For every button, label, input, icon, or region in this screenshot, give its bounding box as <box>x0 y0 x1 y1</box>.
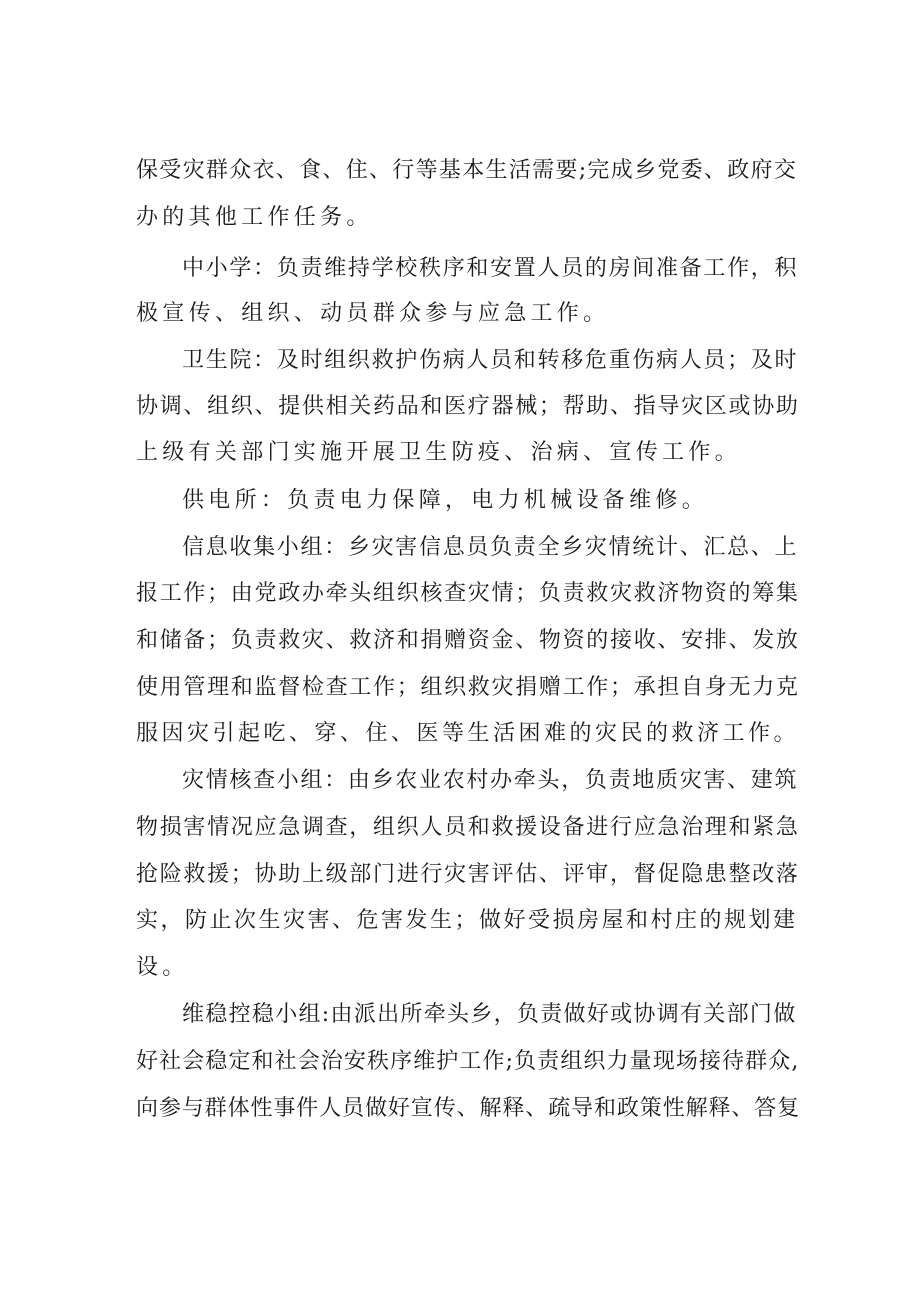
text-line: 好社会稳定和社会治安秩序维护工作;负责组织力量现场接待群众, <box>136 1049 800 1074</box>
text-line: 保受灾群众衣、食、住、行等基本生活需要;完成乡党委、政府交 <box>136 158 798 183</box>
text-line: 和储备；负责救灾、救济和捐赠资金、物资的接收、安排、发放 <box>136 628 800 653</box>
text-line: 向参与群体性事件人员做好宣传、解释、疏导和政策性解释、答复 <box>136 1096 801 1121</box>
text-line: 极宣传、组织、动员群众参与应急工作。 <box>136 301 610 326</box>
text-line: 使用管理和监督检查工作；组织救灾捐赠工作；承担自身无力克 <box>136 675 800 700</box>
paragraph-start-line: 维稳控稳小组:由派出所牵头乡，负责做好或协调有关部门做 <box>182 1002 797 1027</box>
text-line: 协调、组织、提供相关药品和医疗器械；帮助、指导灾区或协助 <box>136 394 800 419</box>
text-line: 服因灾引起吃、穿、住、医等生活困难的灾民的救济工作。 <box>136 721 800 746</box>
paragraph-start-line: 卫生院：及时组织救护伤病人员和转移危重伤病人员；及时 <box>182 348 799 373</box>
paragraph-start-line: 中小学：负责维持学校秩序和安置人员的房间准备工作，积 <box>182 256 799 281</box>
text-line: 报工作；由党政办牵头组织核查灾情；负责救灾救济物资的筹集 <box>136 581 800 606</box>
text-line: 抢险救援；协助上级部门进行灾害评估、评审，督促隐患整改落 <box>136 862 800 887</box>
text-line: 办的其他工作任务。 <box>136 205 373 230</box>
text-line: 物损害情况应急调查，组织人员和救援设备进行应急治理和紧急 <box>136 815 800 840</box>
paragraph-start-line: 灾情核查小组：由乡农业农村办牵头，负责地质灾害、建筑 <box>182 768 799 793</box>
text-line: 实，防止次生灾害、危害发生；做好受损房屋和村庄的规划建 <box>136 908 798 933</box>
text-line: 上级有关部门实施开展卫生防疫、治病、宣传工作。 <box>136 440 741 465</box>
text-line: 设。 <box>136 955 189 980</box>
paragraph-start-line: 信息收集小组：乡灾害信息员负责全乡灾情统计、汇总、上 <box>182 535 799 560</box>
paragraph-start-line: 供电所：负责电力保障，电力机械设备维修。 <box>182 488 709 513</box>
